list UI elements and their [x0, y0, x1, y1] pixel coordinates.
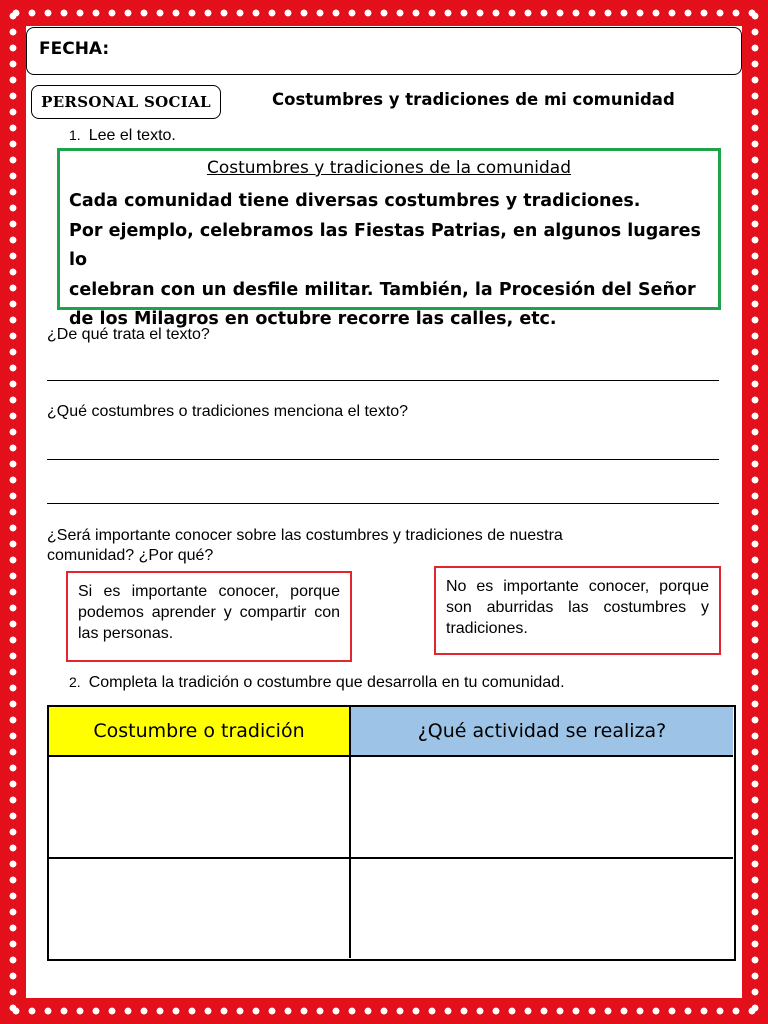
question-1: ¿De qué trata el texto? [47, 326, 210, 343]
table-cell-actividad-2[interactable] [351, 859, 733, 958]
option-no-box[interactable] [434, 566, 721, 655]
table-cell-actividad-1[interactable] [351, 757, 733, 859]
border-dots-top [8, 0, 760, 26]
instruction-text: Lee el texto. [88, 127, 176, 144]
answer-line-1[interactable] [47, 380, 719, 381]
subject-label: PERSONAL SOCIAL [31, 85, 221, 119]
instruction-1 [69, 127, 176, 145]
table-cell-costumbre-2[interactable] [49, 859, 351, 958]
instruction-text: Completa la tradición o costumbre que desarrolla en tu comunidad. [88, 674, 565, 691]
traditions-table [47, 705, 736, 961]
reading-line: de los Milagros en octubre recorre las calles, etc. [69, 309, 557, 329]
option-no-text: No es importante conocer, porque son aburridas las costumbres y tradiciones. [446, 578, 709, 637]
reading-title: Costumbres y tradiciones de la comunidad [206, 158, 572, 178]
instruction-2 [69, 674, 565, 692]
date-label: FECHA: [39, 39, 110, 59]
answer-line-3[interactable] [47, 503, 719, 504]
reading-body [69, 187, 719, 335]
border-dots-right [742, 8, 768, 1016]
question-2: ¿Qué costumbres o tradiciones menciona el texto? [47, 403, 409, 420]
instruction-number: 1. [69, 127, 81, 143]
border-dots-bottom [8, 998, 760, 1024]
border-dots-left [0, 8, 26, 1016]
table-header-actividad: ¿Qué actividad se realiza? [351, 707, 733, 757]
reading-line: Por ejemplo, celebramos las Fiestas Patrias, en algunos lugares lo [69, 220, 701, 270]
date-field[interactable] [26, 27, 742, 75]
page-title: Costumbres y tradiciones de mi comunidad [272, 90, 675, 109]
question-3-continued: comunidad? ¿Por qué? [47, 547, 214, 564]
answer-line-2[interactable] [47, 459, 719, 460]
reading-passage [57, 148, 721, 329]
reading-line: celebran con un desfile militar. También, la Procesión del Señor [69, 279, 696, 300]
question-3: ¿Será importante conocer sobre las costumbres y tradiciones de nuestra [47, 527, 563, 544]
table-header-costumbre: Costumbre o tradición [49, 707, 351, 757]
option-yes-text: Si es importante conocer, porque podemos aprender y compartir con las personas. [78, 583, 340, 642]
table-cell-costumbre-1[interactable] [49, 757, 351, 859]
option-yes-box[interactable] [66, 571, 352, 662]
instruction-number: 2. [69, 674, 81, 690]
reading-line: Cada comunidad tiene diversas costumbres y tradiciones. [69, 191, 641, 211]
